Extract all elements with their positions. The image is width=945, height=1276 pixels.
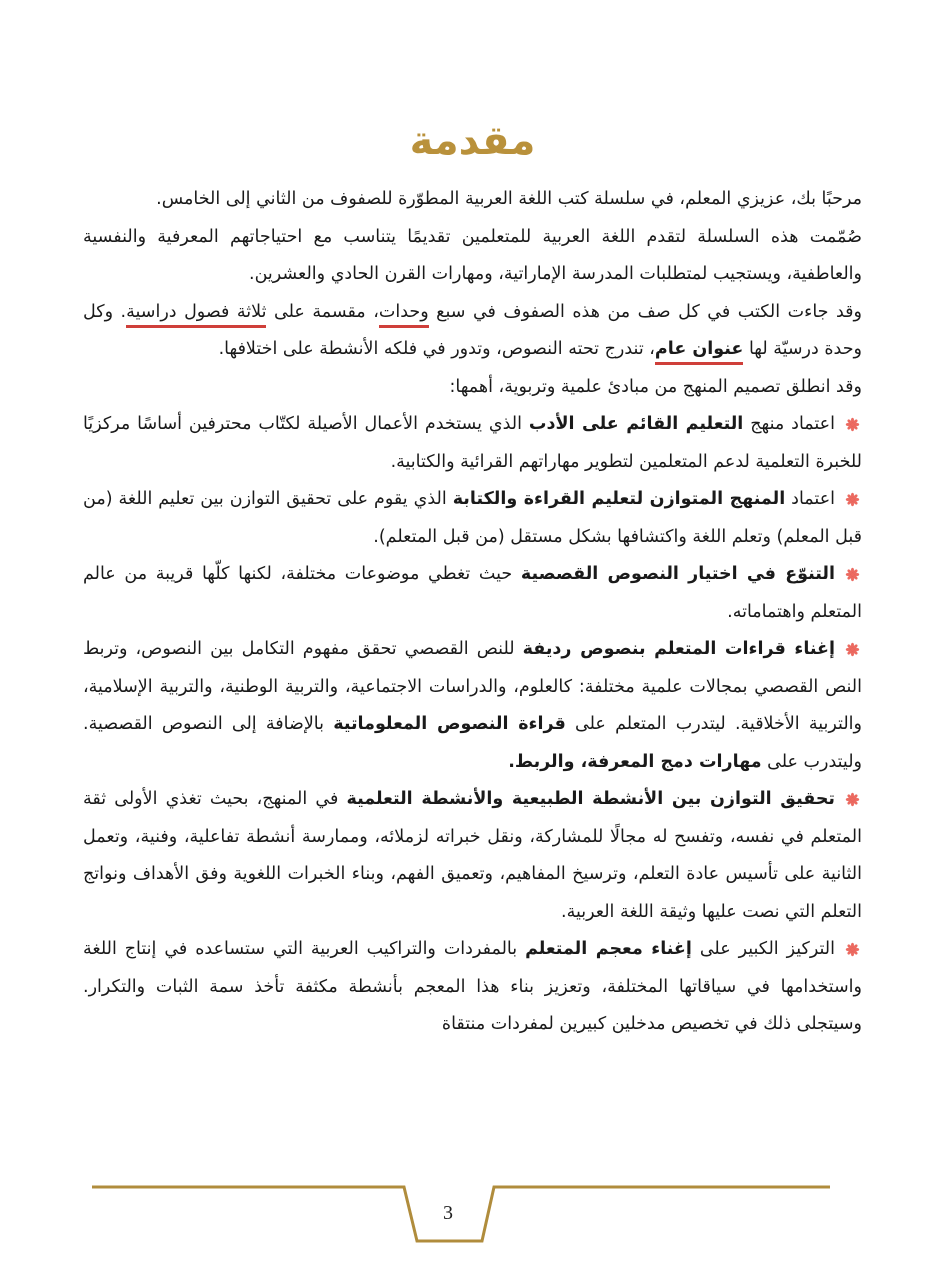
text-run: إغناء معجم المتعلم bbox=[525, 939, 692, 959]
flower-asterisk-icon bbox=[845, 567, 860, 582]
bullet-item bbox=[83, 556, 862, 631]
page-number: 3 bbox=[443, 1202, 453, 1224]
paragraph bbox=[83, 219, 862, 294]
paragraph bbox=[83, 369, 862, 407]
text-run: حيث تغطي موضوعات مختلفة، لكنها كلّها قريبة من عالم المتعلم واهتماماته. bbox=[83, 564, 862, 622]
text-run: عنوان عام bbox=[655, 339, 743, 365]
text-run: التنوّع في اختيار النصوص القصصية bbox=[520, 564, 835, 584]
text-run: للنص القصصي تحقق مفهوم التكامل بين النصوص، وتربط النص القصصي بمجالات علمية مختلفة: كالعلوم، والدراسات الاجتماعية، والتربية الوطنية، والتربية الإسلامية، والتربية الأخلاقية. ليتدرب المتعلم على bbox=[83, 639, 862, 734]
text-run: الذي يستخدم الأعمال الأصيلة لكتّاب محترفين أساسًا مركزيًا للخبرة التعلمية لدعم المتعلمين لتطوير مهاراتهم القرائية والكتابية. bbox=[83, 414, 862, 472]
flower-asterisk-icon bbox=[845, 792, 860, 807]
page-title: مقدمة bbox=[409, 118, 536, 164]
text-run: وقد انطلق تصميم المنهج من مبادئ علمية وتربوية، أهمها: bbox=[449, 376, 862, 397]
bullet-item bbox=[83, 481, 862, 556]
bullet-item bbox=[83, 781, 862, 931]
text-run: تحقيق التوازن بين الأنشطة الطبيعية والأنشطة التعلمية bbox=[346, 789, 836, 809]
text-run: اعتماد منهج bbox=[743, 414, 835, 434]
page-footer bbox=[0, 1184, 945, 1264]
text-run: بالإضافة إلى النصوص القصصية. وليتدرب على bbox=[83, 714, 862, 772]
bullet-item bbox=[83, 931, 862, 1044]
bullet-item bbox=[83, 406, 862, 481]
flower-asterisk-icon bbox=[845, 417, 860, 432]
text-run: في المنهج، بحيث تغذي الأولى ثقة المتعلم في نفسه، وتفسح له مجالًا للمشاركة، ونقل خبراته لزملائه، وممارسة أنشطة تفاعلية، وفنية، وتعمل الثانية على تأسيس عادة التعلم، وترسيخ المفاهيم، وتعميق الفهم، وبناء الخبرات اللغوية وفق الأهداف ونواتج التعلم التي نصت عليها وثيقة اللغة العربية. bbox=[83, 789, 862, 922]
flower-asterisk-icon bbox=[845, 942, 860, 957]
text-run: التركيز الكبير على bbox=[691, 939, 836, 959]
flower-asterisk-icon bbox=[845, 492, 860, 507]
text-run: ثلاثة فصول دراسية bbox=[126, 302, 266, 328]
text-run: إغناء قراءات المتعلم بنصوص رديفة bbox=[522, 639, 835, 659]
text-run: التعليم القائم على الأدب bbox=[528, 414, 744, 434]
text-run: ، تندرج تحته النصوص، وتدور في فلكه الأنشطة على اختلافها. bbox=[218, 339, 655, 359]
body-text bbox=[83, 181, 862, 1044]
text-run: . وكل وحدة درسيّة لها bbox=[83, 301, 862, 359]
footer-rule bbox=[0, 1184, 945, 1248]
text-run: بالمفردات والتراكيب العربية التي ستساعده في إنتاج اللغة واستخدامها في سياقاتها المختلفة، وتعزيز بناء هذا المعجم بأنشطة مكثفة تأخذ سمة الثبات والتكرار. وسيتجلى ذلك في تخصيص مدخلين كبيرين لمفردات منتقاة bbox=[83, 939, 862, 1034]
paragraph bbox=[83, 181, 862, 219]
text-run: وحدات bbox=[379, 302, 429, 328]
text-run: ، مقسمة على bbox=[266, 301, 379, 322]
flower-asterisk-icon bbox=[845, 642, 860, 657]
text-run: المنهج المتوازن لتعليم القراءة والكتابة bbox=[452, 489, 786, 509]
text-run: الذي يقوم على تحقيق التوازن بين تعليم اللغة (من قبل المعلم) وتعلم اللغة واكتشافها بشكل مستقل (من قبل المتعلم). bbox=[83, 489, 862, 547]
text-run: اعتماد bbox=[785, 489, 836, 509]
text-run: صُمّمت هذه السلسلة لتقدم اللغة العربية للمتعلمين تقديمًا يتناسب مع احتياجاتهم المعرفية والنفسية والعاطفية، ويستجيب لمتطلبات المدرسة الإماراتية، ومهارات القرن الحادي والعشرين. bbox=[83, 226, 862, 284]
text-run: مرحبًا بك، عزيزي المعلم، في سلسلة كتب اللغة العربية المطوّرة للصفوف من الثاني إلى الخامس. bbox=[156, 189, 862, 209]
text-run: مهارات دمج المعرفة، والربط. bbox=[508, 751, 762, 772]
paragraph bbox=[83, 294, 862, 369]
text-run: قراءة النصوص المعلوماتية bbox=[333, 714, 566, 734]
text-run: وقد جاءت الكتب في كل صف من هذه الصفوف في سبع bbox=[428, 301, 862, 322]
bullet-item bbox=[83, 631, 862, 781]
